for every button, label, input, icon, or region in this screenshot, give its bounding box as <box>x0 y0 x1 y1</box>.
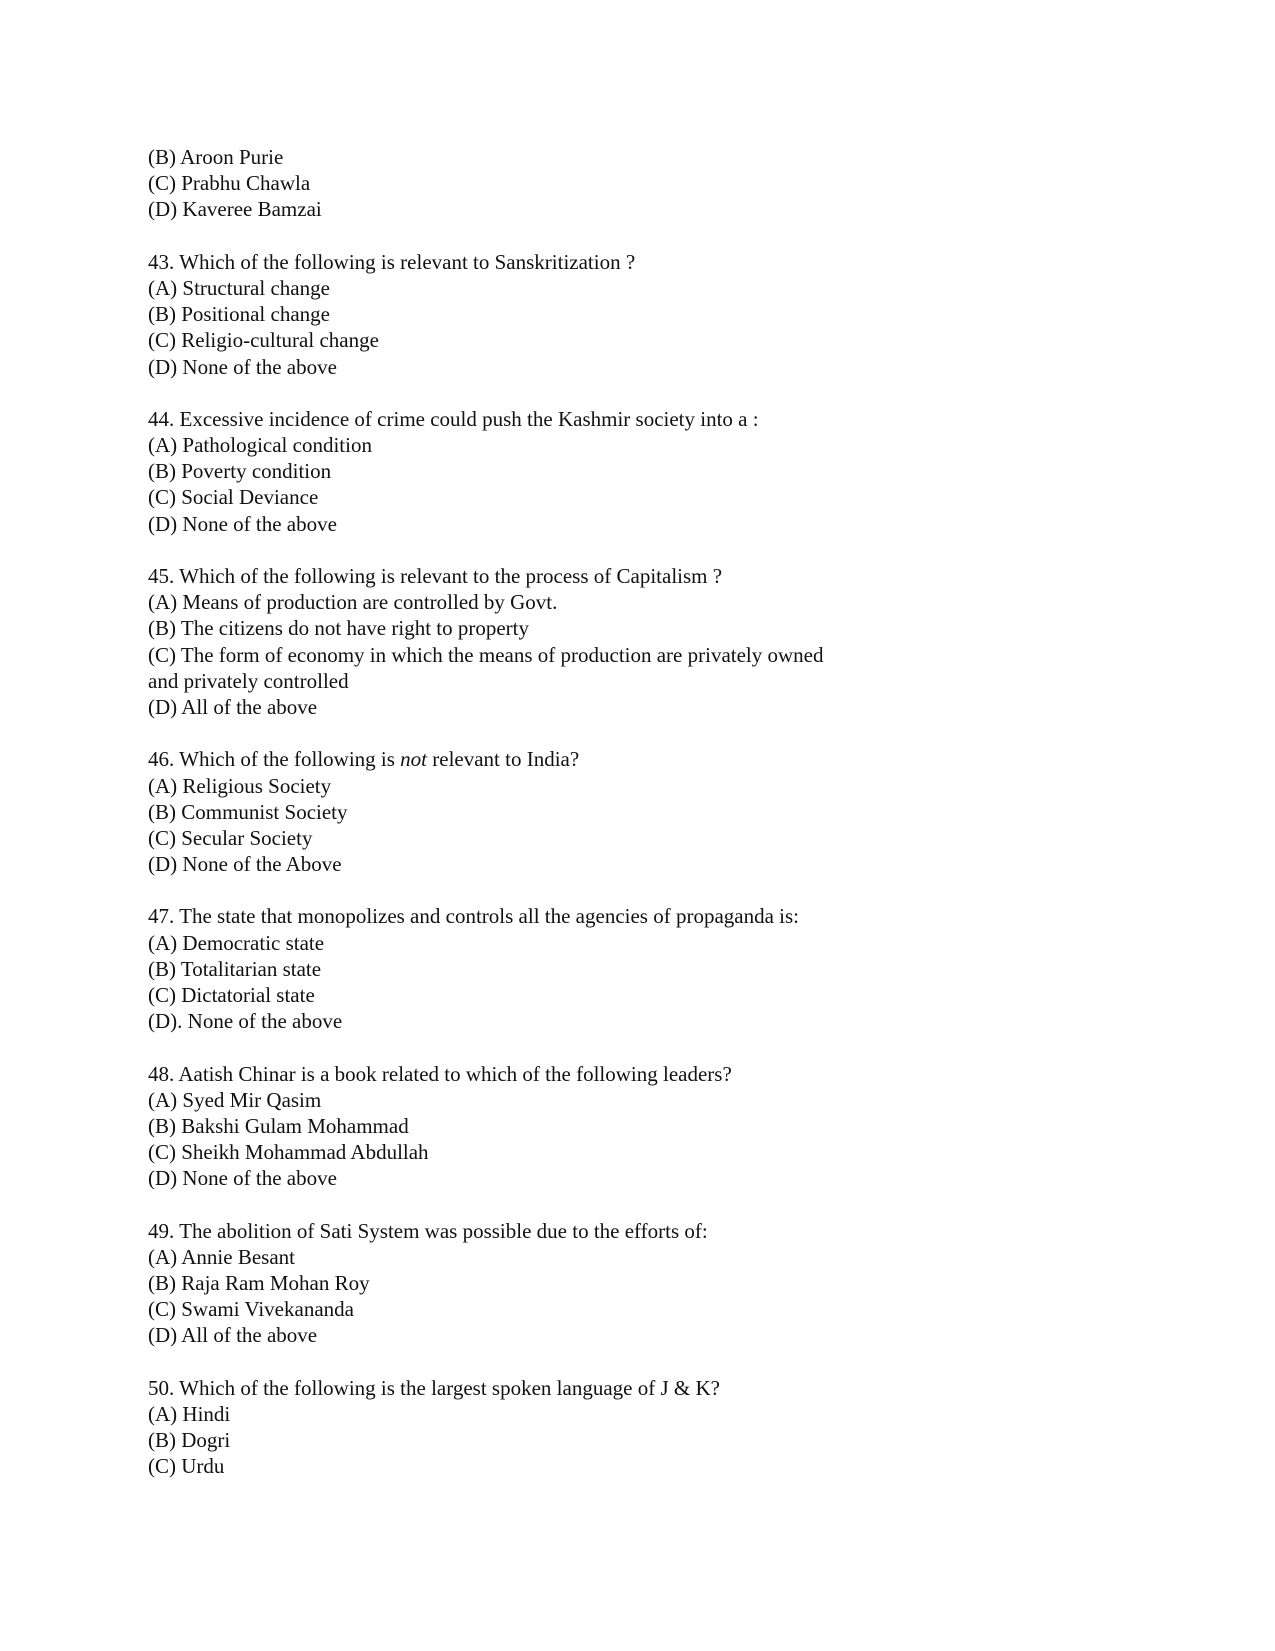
option: (B) Dogri <box>148 1428 231 1453</box>
option: (A) Structural change <box>148 275 330 300</box>
question-text: 50. Which of the following is the largest spoken language of J & K? <box>148 1375 720 1400</box>
question-text <box>148 746 1148 772</box>
option: (B) Raja Ram Mohan Roy <box>148 1271 370 1296</box>
question-45 <box>148 563 1148 720</box>
option: (A) Means of production are controlled by Govt. <box>148 590 558 615</box>
option: (C) Social Deviance <box>148 485 319 510</box>
option: (B) Totalitarian state <box>148 956 322 981</box>
question-48 <box>148 1061 1148 1192</box>
option: (B) Poverty condition <box>148 459 332 484</box>
option: (D) None of the above <box>148 511 337 536</box>
question-49 <box>148 1218 1148 1349</box>
question-text: 45. Which of the following is relevant to the process of Capitalism ? <box>148 564 723 588</box>
option: (C) Urdu <box>148 1454 225 1479</box>
question-44 <box>148 406 1148 537</box>
question-43 <box>148 249 1148 380</box>
option: (C) The form of economy in which the means of production are privately owned <box>148 642 824 667</box>
question-text: 43. Which of the following is relevant to Sanskritization ? <box>148 249 636 274</box>
option: (C) Dictatorial state <box>148 983 315 1007</box>
option: (B) Aroon Purie <box>148 145 284 169</box>
option: (A) Syed Mir Qasim <box>148 1087 322 1112</box>
option: (B) Communist Society <box>148 799 348 824</box>
option: (A) Religious Society <box>148 773 332 798</box>
continued-options <box>148 144 1148 223</box>
option: (D) Kaveree Bamzai <box>148 197 322 222</box>
option: (C) Sheikh Mohammad Abdullah <box>148 1140 429 1165</box>
question-text-part: relevant to India? <box>427 747 580 772</box>
question-text: 48. Aatish Chinar is a book related to which of the following leaders? <box>148 1061 732 1086</box>
option: (D) All of the above <box>148 1323 318 1348</box>
question-50 <box>148 1375 1148 1480</box>
option: (B) Positional change <box>148 302 330 327</box>
option: (D) All of the above <box>148 694 318 719</box>
question-47 <box>148 903 1148 1034</box>
option: (B) The citizens do not have right to property <box>148 616 530 641</box>
document-page <box>148 144 1148 1506</box>
option-continuation: and privately controlled <box>148 668 349 693</box>
question-text: 47. The state that monopolizes and controls all the agencies of propaganda is: <box>148 904 800 929</box>
option: (C) Prabhu Chawla <box>148 171 311 196</box>
option: (C) Secular Society <box>148 825 313 850</box>
option: (A) Hindi <box>148 1402 231 1426</box>
option: (C) Religio-cultural change <box>148 328 379 353</box>
option: (D) None of the above <box>148 1166 337 1191</box>
question-46 <box>148 746 1148 877</box>
option: (D) None of the Above <box>148 852 342 877</box>
option: (B) Bakshi Gulam Mohammad <box>148 1113 409 1138</box>
question-text: 44. Excessive incidence of crime could push the Kashmir society into a : <box>148 406 759 431</box>
option: (A) Pathological condition <box>148 433 372 458</box>
option: (A) Democratic state <box>148 930 325 955</box>
option: (D). None of the above <box>148 1009 343 1034</box>
question-text-part: 46. Which of the following is <box>148 747 401 772</box>
question-text: 49. The abolition of Sati System was possible due to the efforts of: <box>148 1218 708 1243</box>
question-text-emphasis: not <box>400 747 428 772</box>
option: (A) Annie Besant <box>148 1244 295 1269</box>
option: (C) Swami Vivekananda <box>148 1297 354 1322</box>
option: (D) None of the above <box>148 354 337 379</box>
